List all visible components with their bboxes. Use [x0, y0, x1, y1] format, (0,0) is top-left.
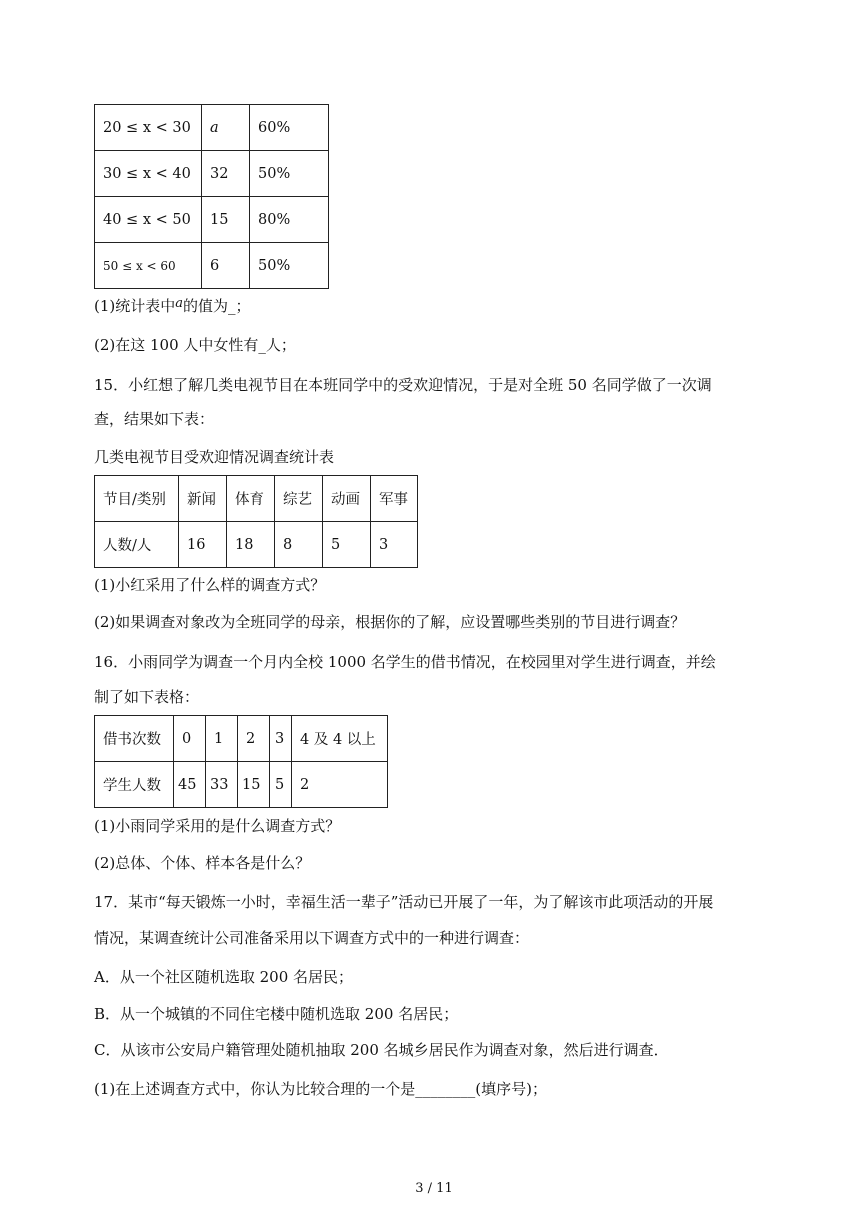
variable-a: a [175, 296, 184, 311]
table-cell: 节目/类别 [95, 476, 179, 522]
q17-option-b: B．从一个城镇的不同住宅楼中随机选取 200 名居民； [94, 1005, 459, 1023]
table-cell: 3 [270, 716, 292, 762]
table-cell: 2 [292, 762, 388, 808]
table-cell: 5 [323, 522, 371, 568]
table-row [95, 151, 329, 197]
q16-part2: (2)总体、个体、样本各是什么？ [94, 854, 311, 872]
table-cell: 50% [250, 243, 329, 289]
q16-text-line1: 16．小雨同学为调查一个月内全校 1000 名学生的借书情况，在校园里对学生进行调查，并绘 [94, 653, 716, 671]
table-cell: 45 [174, 762, 206, 808]
table-cell: 3 [371, 522, 418, 568]
table-cell: 体育 [227, 476, 275, 522]
table-cell: 2 [238, 716, 270, 762]
q16-part1: (1)小雨同学采用的是什么调查方式？ [94, 817, 341, 835]
table-cell: 40 ≤ x < 50 [95, 197, 202, 243]
q15-table-caption: 几类电视节目受欢迎情况调查统计表 [94, 448, 335, 466]
q17-part1: (1)在上述调查方式中，你认为比较合理的一个是________(填序号)； [94, 1080, 547, 1098]
table-cell: 新闻 [179, 476, 227, 522]
q14-part2: (2)在这 100 人中女性有_人； [94, 336, 296, 354]
table-cell: 5 [270, 762, 292, 808]
q15-text-line1: 15．小红想了解几类电视节目在本班同学中的受欢迎情况，于是对全班 50 名同学做了一次调 [94, 376, 712, 394]
age-group-table [94, 104, 329, 289]
table-row [95, 762, 388, 808]
q17-option-c: C．从该市公安局户籍管理处随机抽取 200 名城乡居民作为调查对象，然后进行调查． [94, 1041, 669, 1059]
table-cell: 1 [206, 716, 238, 762]
table-cell: 18 [227, 522, 275, 568]
table-row [95, 243, 329, 289]
q16-text-line2: 制了如下表格： [94, 688, 200, 706]
table-row [95, 197, 329, 243]
table-cell: 15 [202, 197, 250, 243]
q15-part1: (1)小红采用了什么样的调查方式？ [94, 576, 326, 594]
q15-text-line2: 查，结果如下表： [94, 410, 215, 428]
table-cell: 30 ≤ x < 40 [95, 151, 202, 197]
table-cell: 8 [275, 522, 323, 568]
table-cell: 6 [202, 243, 250, 289]
table-header-row [95, 716, 388, 762]
q17-option-a: A．从一个社区随机选取 200 名居民； [94, 968, 354, 986]
table-cell: 综艺 [275, 476, 323, 522]
q14-part1 [94, 296, 251, 318]
q17-text-line1: 17．某市“每天锻炼一小时，幸福生活一辈子”活动已开展了一年，为了解该市此项活动的开展 [94, 893, 714, 911]
q15-part2: (2)如果调查对象改为全班同学的母亲，根据你的了解，应设置哪些类别的节目进行调查？ [94, 613, 686, 631]
table-cell: 人数/人 [95, 522, 179, 568]
table-cell: 借书次数 [95, 716, 174, 762]
table-cell: 60% [250, 105, 329, 151]
table-cell: 学生人数 [95, 762, 174, 808]
table-row [95, 105, 329, 151]
table-cell: 4 及 4 以上 [292, 716, 388, 762]
table-cell: 15 [238, 762, 270, 808]
table-cell: 0 [174, 716, 206, 762]
table-cell: 16 [179, 522, 227, 568]
q14-part1-after: 的值为_； [183, 297, 251, 315]
table-cell: 50% [250, 151, 329, 197]
table-cell: 20 ≤ x < 30 [95, 105, 202, 151]
q17-text-line2: 情况，某调查统计公司准备采用以下调查方式中的一种进行调查： [94, 929, 530, 947]
book-borrowing-table [94, 715, 388, 808]
page-number: 3 / 11 [415, 1181, 453, 1196]
table-cell: a [202, 105, 250, 151]
table-cell: 33 [206, 762, 238, 808]
table-cell: 50 ≤ x < 60 [95, 243, 202, 289]
table-cell: 80% [250, 197, 329, 243]
table-cell: 军事 [371, 476, 418, 522]
table-cell: 32 [202, 151, 250, 197]
q14-part1-before: (1)统计表中 [94, 297, 176, 315]
table-header-row [95, 476, 418, 522]
table-cell: 动画 [323, 476, 371, 522]
tv-program-table [94, 475, 418, 568]
table-row [95, 522, 418, 568]
